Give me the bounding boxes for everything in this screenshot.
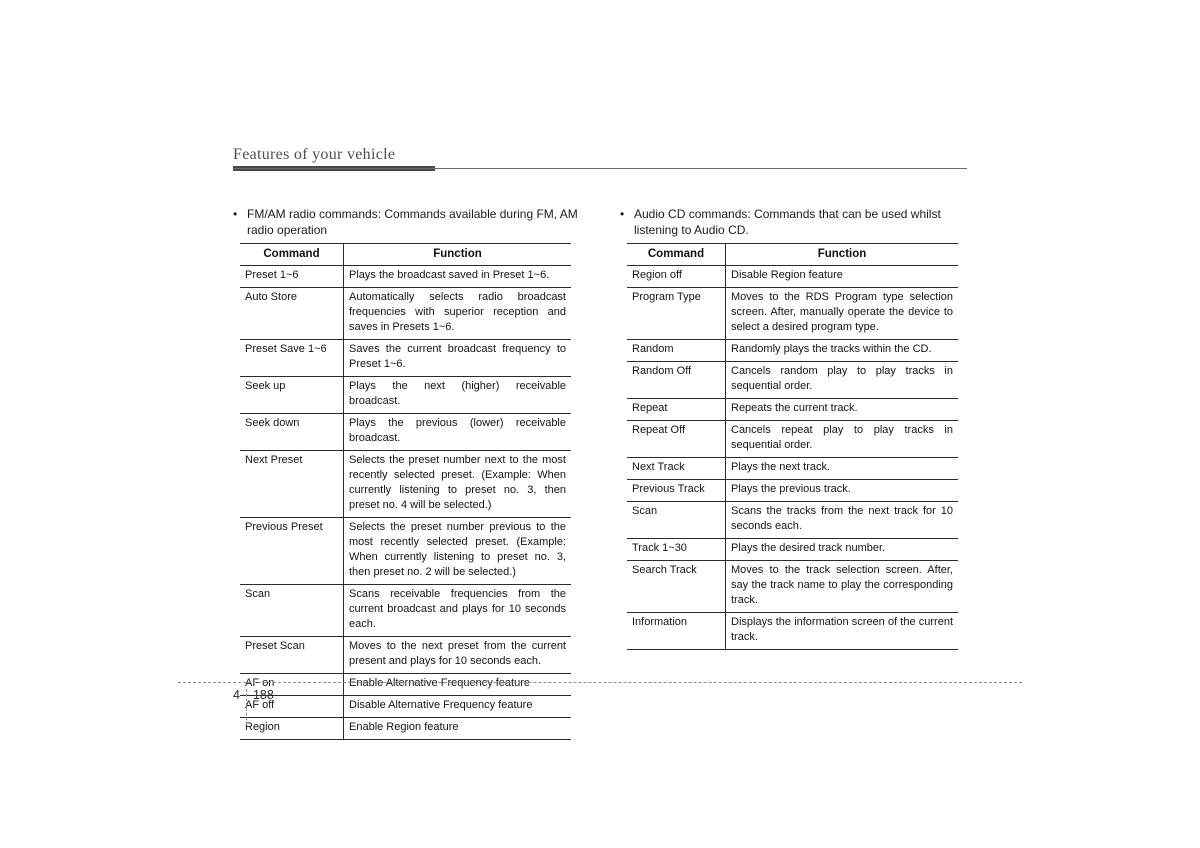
table-header-row bbox=[627, 244, 958, 266]
function-cell: Plays the next (higher) receivable broadcast. bbox=[344, 377, 572, 414]
table-row bbox=[240, 451, 571, 518]
table-row bbox=[627, 502, 958, 539]
command-cell: Search Track bbox=[627, 561, 726, 613]
table-row bbox=[627, 362, 958, 399]
table-row bbox=[240, 518, 571, 585]
table-row bbox=[627, 539, 958, 561]
function-cell: Plays the previous (lower) receivable broadcast. bbox=[344, 414, 572, 451]
function-cell: Randomly plays the tracks within the CD. bbox=[726, 340, 959, 362]
function-cell: Disable Alternative Frequency feature bbox=[344, 696, 572, 718]
audio-cd-commands-table bbox=[627, 243, 958, 650]
table-row bbox=[627, 421, 958, 458]
function-column-header: Function bbox=[726, 244, 959, 266]
function-cell: Plays the broadcast saved in Preset 1~6. bbox=[344, 266, 572, 288]
command-cell: Scan bbox=[627, 502, 726, 539]
footer-divider bbox=[246, 689, 247, 725]
command-cell: Repeat Off bbox=[627, 421, 726, 458]
command-cell: Preset Save 1~6 bbox=[240, 340, 344, 377]
command-cell: AF off bbox=[240, 696, 344, 718]
table-row bbox=[240, 266, 571, 288]
function-cell: Saves the current broadcast frequency to Preset 1~6. bbox=[344, 340, 572, 377]
command-cell: AF on bbox=[240, 674, 344, 696]
function-cell: Plays the desired track number. bbox=[726, 539, 959, 561]
table-row bbox=[627, 266, 958, 288]
command-cell: Random bbox=[627, 340, 726, 362]
table-row bbox=[627, 561, 958, 613]
fm-am-commands-table bbox=[240, 243, 571, 740]
command-cell: Preset Scan bbox=[240, 637, 344, 674]
table-row bbox=[240, 414, 571, 451]
table-row bbox=[240, 718, 571, 740]
command-cell: Program Type bbox=[627, 288, 726, 340]
function-cell: Moves to the track selection screen. After, say the track name to play the corresponding track. bbox=[726, 561, 959, 613]
table-row bbox=[627, 480, 958, 502]
function-cell: Selects the preset number next to the most recently selected preset. (Example: When currently listening to preset no. 3, then preset no. 4 will be selected.) bbox=[344, 451, 572, 518]
table-header-row bbox=[240, 244, 571, 266]
function-cell: Plays the next track. bbox=[726, 458, 959, 480]
function-cell: Displays the information screen of the current track. bbox=[726, 613, 959, 650]
command-cell: Previous Preset bbox=[240, 518, 344, 585]
function-cell: Enable Region feature bbox=[344, 718, 572, 740]
function-cell: Scans the tracks from the next track for 10 seconds each. bbox=[726, 502, 959, 539]
fm-am-section-intro: • FM/AM radio commands: Commands available during FM, AM radio operation bbox=[233, 206, 599, 238]
command-cell: Previous Track bbox=[627, 480, 726, 502]
command-cell: Next Preset bbox=[240, 451, 344, 518]
command-cell: Preset 1~6 bbox=[240, 266, 344, 288]
command-column-header: Command bbox=[627, 244, 726, 266]
page-number bbox=[233, 688, 274, 725]
table-row bbox=[240, 288, 571, 340]
table-row bbox=[627, 340, 958, 362]
function-cell: Repeats the current track. bbox=[726, 399, 959, 421]
function-cell: Moves to the RDS Program type selection screen. After, manually operate the device to select a desired program type. bbox=[726, 288, 959, 340]
function-cell: Scans receivable frequencies from the current broadcast and plays for 10 seconds each. bbox=[344, 585, 572, 637]
function-cell: Disable Region feature bbox=[726, 266, 959, 288]
page-number-value: 188 bbox=[252, 688, 274, 702]
function-cell: Cancels random play to play tracks in sequential order. bbox=[726, 362, 959, 399]
table-row bbox=[627, 613, 958, 650]
table-row bbox=[240, 340, 571, 377]
table-row bbox=[240, 585, 571, 637]
command-cell: Next Track bbox=[627, 458, 726, 480]
function-cell: Enable Alternative Frequency feature bbox=[344, 674, 572, 696]
command-cell: Region off bbox=[627, 266, 726, 288]
command-cell: Region bbox=[240, 718, 344, 740]
command-cell: Seek down bbox=[240, 414, 344, 451]
function-cell: Moves to the next preset from the current present and plays for 10 seconds each. bbox=[344, 637, 572, 674]
table-row bbox=[627, 399, 958, 421]
function-cell: Automatically selects radio broadcast frequencies with superior reception and saves in Presets 1~6. bbox=[344, 288, 572, 340]
command-column-header: Command bbox=[240, 244, 344, 266]
function-cell: Plays the previous track. bbox=[726, 480, 959, 502]
command-cell: Scan bbox=[240, 585, 344, 637]
command-cell: Seek up bbox=[240, 377, 344, 414]
table-row bbox=[627, 288, 958, 340]
command-cell: Information bbox=[627, 613, 726, 650]
table-row bbox=[627, 458, 958, 480]
command-cell: Track 1~30 bbox=[627, 539, 726, 561]
command-cell: Auto Store bbox=[240, 288, 344, 340]
page-title: Features of your vehicle bbox=[233, 146, 396, 163]
table-row bbox=[240, 696, 571, 718]
function-cell: Selects the preset number previous to the most recently selected preset. (Example: When currently listening to preset no. 3, then preset no. 2 will be selected.) bbox=[344, 518, 572, 585]
function-column-header: Function bbox=[344, 244, 572, 266]
audio-cd-section-intro: • Audio CD commands: Commands that can be used whilst listening to Audio CD. bbox=[620, 206, 986, 238]
command-cell: Random Off bbox=[627, 362, 726, 399]
header-rule bbox=[233, 168, 967, 169]
function-cell: Cancels repeat play to play tracks in sequential order. bbox=[726, 421, 959, 458]
chapter-number: 4 bbox=[233, 688, 240, 702]
table-row bbox=[240, 674, 571, 696]
command-cell: Repeat bbox=[627, 399, 726, 421]
table-row bbox=[240, 637, 571, 674]
footer-rule bbox=[178, 682, 1022, 683]
table-row bbox=[240, 377, 571, 414]
